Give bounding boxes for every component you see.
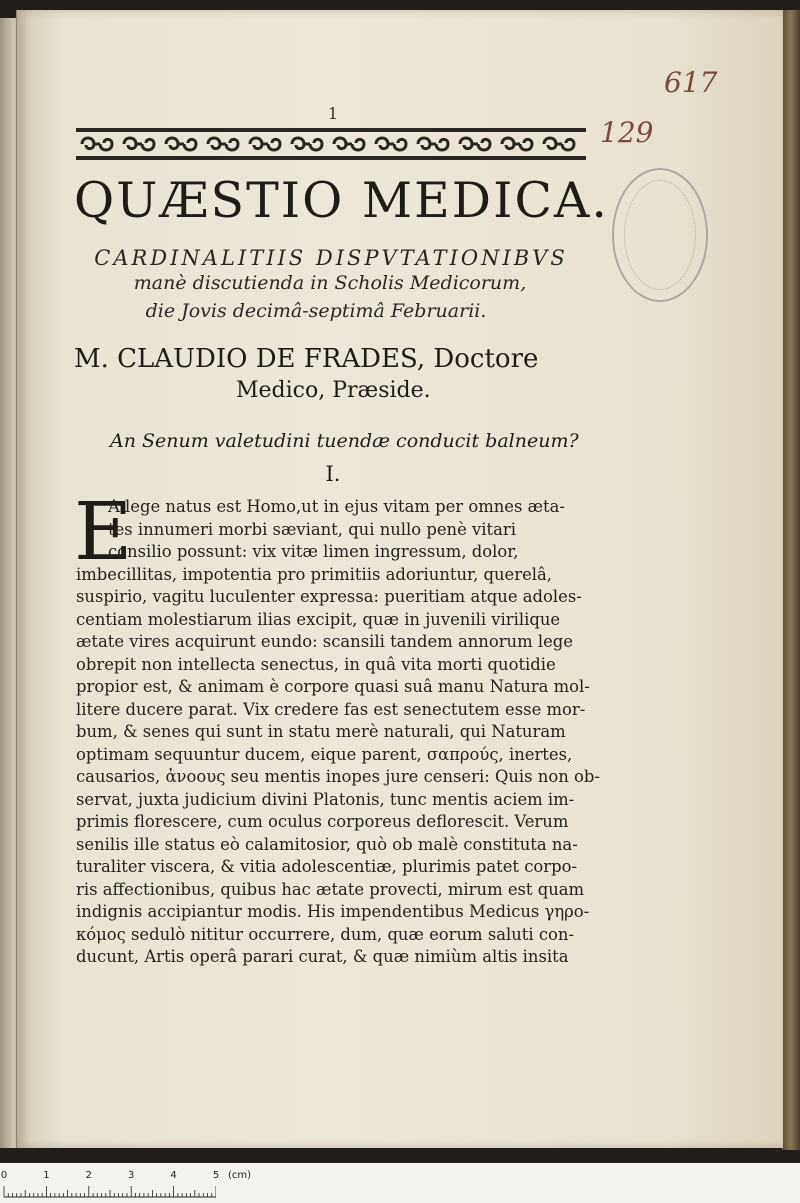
text-line: consilio possunt: vix vitæ limen ingressum, dolor, (108, 542, 519, 561)
ornament-scroll (460, 138, 490, 150)
ornament-scroll (208, 138, 238, 150)
ruler-label: 5 (212, 1170, 220, 1181)
text-line: propior est, & animam è corpore quasi suâ manu Natura mol- (76, 677, 590, 696)
text-line: primis florescere, cum oculus corporeus deflorescit. Verum (76, 812, 569, 831)
disputation-question: An Senum valetudini tuendæ conducit balneum? (110, 430, 579, 452)
text-line: servat, juxta judicium divini Platonis, tunc mentis aciem im- (76, 789, 575, 809)
occasion-line: manè discutienda in Scholis Medicorum, (133, 272, 527, 294)
section-number: I. (325, 462, 341, 486)
folio-number: 1 (327, 104, 339, 123)
text-line: κόμος sedulò nititur occurrere, dum, quæ eorum saluti con- (76, 924, 574, 944)
ruler-label: 1 (43, 1170, 50, 1181)
text-line: suspirio, vagitu luculenter expressa: pueritiam atque adoles- (76, 587, 582, 606)
ornament-scroll (124, 138, 154, 150)
text-line: bum, & senes qui sunt in statu merè naturali, qui Naturam (76, 722, 566, 741)
library-stamp (612, 168, 708, 302)
ornament-scroll (166, 138, 196, 150)
ornament-scroll (82, 138, 112, 150)
ruler-label: 2 (85, 1170, 92, 1181)
text-line: litere ducere parat. Vix credere fas est senectutem esse mor- (76, 699, 586, 719)
text-line: imbecillitas, impotentia pro primitiis adoriuntur, querelâ, (76, 564, 552, 584)
ruler-unit: (cm) (228, 1170, 252, 1181)
ornament-scroll (250, 138, 280, 150)
praeses-title: Medico, Præside. (236, 378, 431, 403)
ruler-label: 3 (128, 1170, 135, 1181)
subtitle: CARDINALITIIS DISPVTATIONIBVS (94, 246, 568, 270)
ornament-scroll (502, 138, 532, 150)
text-line: centiam molestiarum ilias excipit, quæ in juvenili virilique (76, 609, 561, 629)
ornament-scroll (544, 138, 574, 150)
ruler-label: 4 (170, 1170, 177, 1181)
ruler-label: 0 (0, 1170, 8, 1181)
ruler-ticks (2, 1186, 216, 1198)
handwritten-shelfmark: 617 (664, 66, 718, 99)
text-line: senilis ille status eò calamitosior, quò ob malè constituta na- (76, 834, 578, 854)
text-line: tes innumeri morbi sæviant, qui nullo penè vitari (108, 519, 516, 539)
ornament-scroll (418, 138, 448, 150)
text-line: causarios, ἀνοους seu mentis inopes jure censeri: Quis non ob- (76, 767, 600, 786)
text-line: ducunt, Artis operâ parari curat, & quæ nimiùm altis insita (76, 947, 569, 966)
text-line: turaliter viscera, & vitia adolescentiæ, plurimis patet corpo- (76, 857, 577, 876)
text-line: A lege natus est Homo,ut in ejus vitam per omnes æta- (108, 497, 565, 516)
text-line: obrepit non intellecta senectus, in quâ vita morti quotidie (76, 654, 556, 674)
text-line: indignis accipiantur modis. His impendentibus Medicus γηρο- (76, 902, 590, 921)
praeses-name: M. CLAUDIO DE FRADES, Doctore (74, 344, 539, 374)
date-line: die Jovis decimâ-septimâ Februarii. (145, 300, 487, 322)
drop-capital: E (74, 485, 133, 578)
text-line: ris affectionibus, quibus hac ætate provecti, mirum est quam (76, 879, 585, 899)
ornament-scroll (334, 138, 364, 150)
ornament-scroll (376, 138, 406, 150)
ornamental-headband (76, 126, 586, 162)
handwritten-page-number: 129 (600, 116, 654, 149)
text-line: optimam sequuntur ducem, eique parent, σαπρούς, inertes, (76, 744, 573, 764)
book-fore-edge (782, 10, 800, 1150)
title: QUÆSTIO MEDICA. (74, 172, 609, 229)
text-line: ætate vires acquirunt eundo: scansili tandem annorum lege (76, 632, 573, 651)
body-text (76, 496, 600, 969)
ornament-scroll (292, 138, 322, 150)
